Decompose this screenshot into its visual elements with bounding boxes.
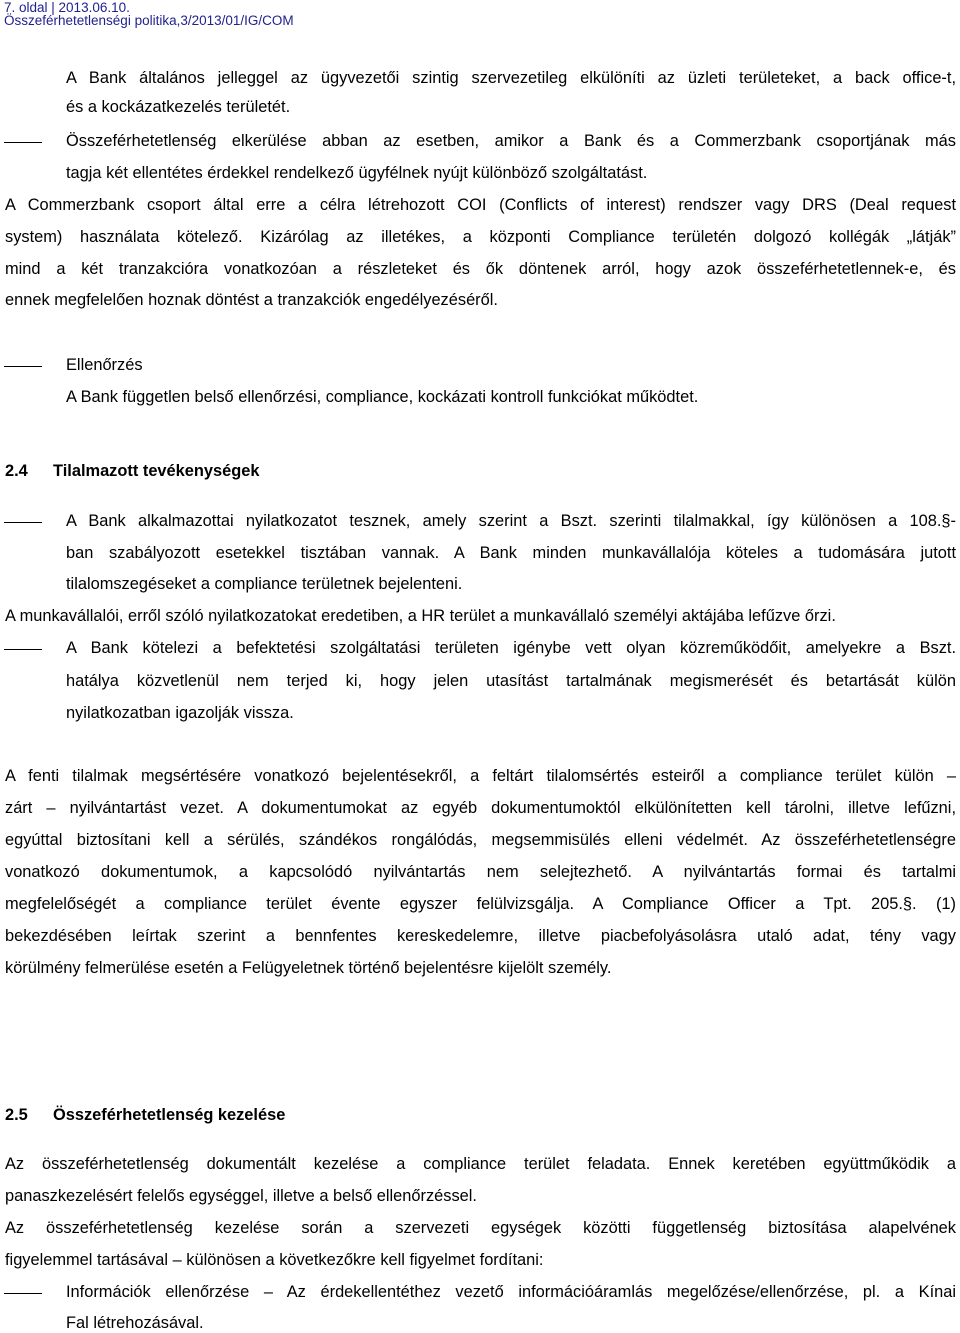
text-line: A fenti tilalmak megsértésére vonatkozó bejelentésekről, a feltárt tilalomsértés esteiről a compliance terület külön – xyxy=(5,767,956,785)
text-line: Összeférhetetlenség elkerülése abban az esetben, amikor a Bank és a Commerzbank csoportjának más xyxy=(66,132,956,150)
text-line: Információk ellenőrzése – Az érdekellentéthez vezető információáramlás megelőzése/ellenőrzése, pl. a Kínai xyxy=(66,1283,956,1301)
text-line: Ellenőrzés xyxy=(66,356,143,374)
bullet-dash xyxy=(4,649,42,650)
text-line: A munkavállalói, erről szóló nyilatkozatokat eredetiben, a HR terület a munkavállaló személyi aktájába lefűzve őrzi. xyxy=(5,607,836,625)
page-date-header: 7. oldal | 2013.06.10. xyxy=(4,0,130,15)
text-line: vonatkozó dokumentumok, a kapcsolódó nyilvántartás nem selejtezhető. A nyilvántartás formai és tartalmi xyxy=(5,863,956,881)
text-line: Fal létrehozásával. xyxy=(66,1314,204,1332)
bullet-dash xyxy=(4,1293,42,1294)
text-line: tagja két ellentétes érdekkel rendelkező ügyfélnek nyújt különböző szolgáltatást. xyxy=(66,164,648,182)
text-line: mind a két tranzakcióra vonatkozóan a részleteket és ők döntenek arról, hogy azok összeférhetetlennek-e, és xyxy=(5,260,956,278)
text-line: panaszkezelésért felelős egységgel, illetve a belső ellenőrzéssel. xyxy=(5,1187,477,1205)
text-line: Az összeférhetetlenség dokumentált kezelése a compliance terület feladata. Ennek keretében együttműködik a xyxy=(5,1155,956,1173)
text-line: figyelemmel tartásával – különösen a következőkre kell figyelmet fordítani: xyxy=(5,1251,544,1269)
section-title: Összeférhetetlenség kezelése xyxy=(53,1106,286,1124)
text-line: hatálya közvetlenül nem terjed ki, hogy jelen utasítást tartalmának megismerését és betartását külön xyxy=(66,672,956,690)
text-line: megfelelőségét a compliance terület évente egyszer felülvizsgálja. A Compliance Officer a Tpt. 205.§. (1) xyxy=(5,895,956,913)
text-line: A Bank alkalmazottai nyilatkozatot tesznek, amely szerint a Bszt. szerinti tilalmakkal, így különösen a 108.§- xyxy=(66,512,956,530)
text-line: körülmény felmerülése esetén a Felügyeletnek történő bejelentésre kijelölt személy. xyxy=(5,959,612,977)
document-reference-header: Összeférhetetlenségi politika,3/2013/01/IG/COM xyxy=(4,13,294,28)
text-line: zárt – nyilvántartást vezet. A dokumentumokat az egyéb dokumentumoktól elkülönítetten kell tárolni, illetve lefűzni, xyxy=(5,799,956,817)
text-line: ennek megfelelően hoznak döntést a tranzakciók engedélyezéséről. xyxy=(5,291,498,309)
text-line: A Bank kötelezi a befektetési szolgáltatási területen igénybe vett olyan közreműködőit, amelyekre a Bszt. xyxy=(66,639,956,657)
bullet-dash xyxy=(4,142,42,143)
text-line: A Bank általános jelleggel az ügyvezetői szintig szervezetileg elkülöníti az üzleti területeket, a back office-t, xyxy=(66,69,956,87)
text-line: tilalomszegéseket a compliance területnek bejelenteni. xyxy=(66,575,463,593)
text-line: ban szabályozott esetekkel tisztában vannak. A Bank minden munkavállalója köteles a tudomására jutott xyxy=(66,544,956,562)
section-number: 2.5 xyxy=(5,1106,28,1124)
text-line: system) használata kötelező. Kizárólag az illetékes, a központi Compliance területén dolgozó kollégák „látják” xyxy=(5,228,956,246)
text-line: egyúttal biztosítani kell a sérülés, szándékos rongálódás, megsemmisülés elleni védelmét. Az összeférhetetlenségre xyxy=(5,831,956,849)
section-title: Tilalmazott tevékenységek xyxy=(53,462,260,480)
bullet-dash xyxy=(4,522,42,523)
text-line: Az összeférhetetlenség kezelése során a szervezeti egységek közötti függetlenség biztosítása alapelvének xyxy=(5,1219,956,1237)
text-line: és a kockázatkezelés területét. xyxy=(66,98,291,116)
bullet-dash xyxy=(4,366,42,367)
text-line: A Bank független belső ellenőrzési, compliance, kockázati kontroll funkciókat működtet. xyxy=(66,388,699,406)
text-line: nyilatkozatban igazolják vissza. xyxy=(66,704,294,722)
text-line: bekezdésében leírtak szerint a bennfentes kereskedelemre, illetve piacbefolyásolásra utaló adat, tény vagy xyxy=(5,927,956,945)
text-line: A Commerzbank csoport által erre a célra létrehozott COI (Conflicts of interest) rendszer vagy DRS (Deal request xyxy=(5,196,956,214)
section-number: 2.4 xyxy=(5,462,28,480)
